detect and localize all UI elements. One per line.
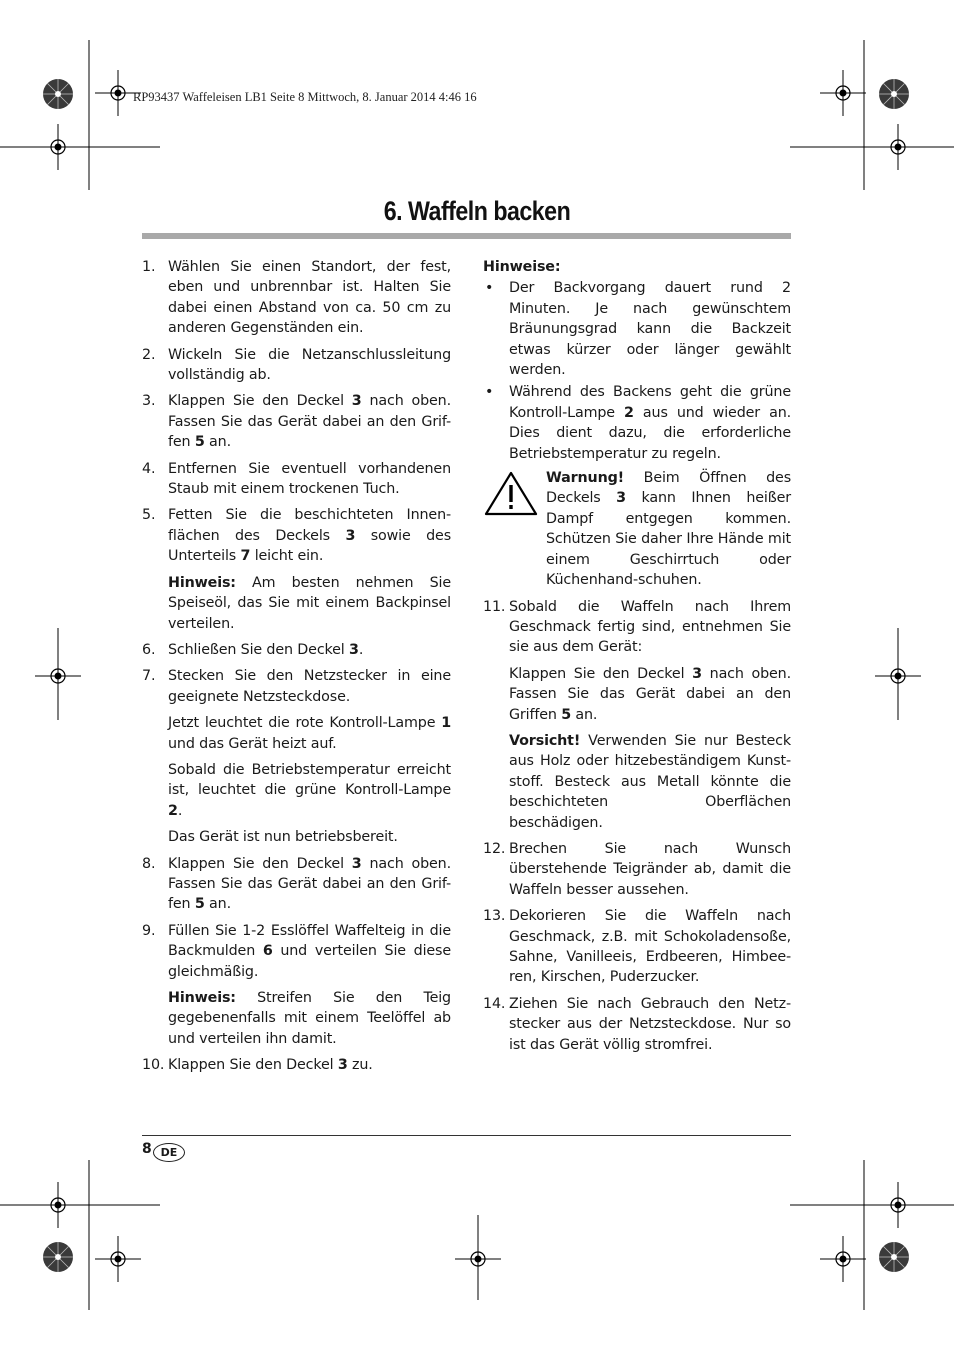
language-badge: DE [153, 1143, 185, 1162]
warning-block: Warnung! Beim Öffnen des Deckels 3 kann Ihnen heißer Dampf entgegen kommen. Schützen Sie daher Ihre Hände mit einem Geschirrtuch oder Küchenhand-schuhen. [483, 468, 791, 590]
step-13: 13. Dekorieren Sie die Waffeln nach Geschmack, z.B. mit Schokoladensoße, Sahne, Vanilleeis, Erdbeeren, Himbee-ren, Kirschen, Puderzucker. [483, 908, 791, 986]
step-9: 9. Füllen Sie 1-2 Esslöffel Waffelteig in die Backmulden 6 und verteilen Sie diese gleichmäßig. [142, 922, 451, 980]
footer-rule [142, 1135, 791, 1136]
note-spread: Hinweis: Streifen Sie den Teig gegebenenfalls mit einem Teelöffel ab und verteilen ihn damit. [168, 990, 451, 1047]
step-3: 3. Klappen Sie den Deckel 3 nach oben. Fassen Sie das Gerät dabei an den Grif-fen 5 an. [142, 393, 451, 451]
step-10: 10. Klappen Sie den Deckel 3 zu. [142, 1057, 373, 1074]
color-wheel-icon [42, 78, 74, 110]
color-wheel-icon [878, 1241, 910, 1273]
print-header: RP93437 Waffeleisen LB1 Seite 8 Mittwoch, 8. Januar 2014 4:46 16 [133, 90, 477, 104]
step-7-ready: Das Gerät ist nun betriebsbereit. [168, 829, 398, 846]
caution-utensils: Vorsicht! Verwenden Sie nur Besteck aus Holz oder hitzebeständigem Kunst-stoff. Besteck aus Metall könnte die beschichteten Oberflächen beschädigen. [509, 732, 791, 831]
step-4: 4. Entfernen Sie eventuell vorhandenen Staub mit einem trockenen Tuch. [142, 460, 451, 498]
step-11-open: Klappen Sie den Deckel 3 nach oben. Fassen Sie das Gerät dabei an den Griffen 5 an. [509, 665, 791, 723]
color-wheel-icon [878, 78, 910, 110]
step-2: 2. Wickeln Sie die Netzanschlussleitung vollständig ab. [142, 346, 451, 384]
step-7-green-lamp: Sobald die Betriebstemperatur erreicht ist, leuchtet die grüne Kontroll-Lampe 2. [168, 761, 451, 819]
page-number: 8 [142, 1141, 152, 1157]
step-5: 5. Fetten Sie die beschichteten Innen-flächen des Deckels 3 sowie des Unterteils 7 leicht ein. [142, 507, 451, 565]
step-14: 14. Ziehen Sie nach Gebrauch den Netz-stecker aus der Netzsteckdose. Nur so ist das Gerät völlig stromfrei. [483, 995, 791, 1053]
title-underline-bar [142, 233, 791, 239]
step-1: 1. Wählen Sie einen Standort, der fest, eben und unbrennbar ist. Halten Sie dabei einen Abstand von ca. 50 cm zu anderen Gegenständen ein. [142, 259, 451, 337]
note-baking-time: • Der Backvorgang dauert rund 2 Minuten. Je nach gewünschtem Bräunungsgrad kann die Backzeit etwas kürzer oder länger gewählt werden. [485, 280, 791, 379]
step-8: 8. Klappen Sie den Deckel 3 nach oben. Fassen Sie das Gerät dabei an den Grif-fen 5 an. [142, 855, 451, 913]
step-11: 11. Sobald die Waffeln nach Ihrem Geschmack fertig sind, entnehmen Sie sie aus dem Gerät: [483, 598, 791, 656]
step-6: 6. Schließen Sie den Deckel 3. [142, 641, 364, 658]
color-wheel-icon [42, 1241, 74, 1273]
note-lamp: • Während des Backens geht die grüne Kontroll-Lampe 2 aus und wieder an. Dies dient dazu, die erforderliche Betriebstemperatur zu regeln. [485, 384, 792, 462]
step-7: 7. Stecken Sie den Netzstecker in eine geeignete Netzsteckdose. [142, 668, 451, 705]
step-7-red-lamp: Jetzt leuchtet die rote Kontroll-Lampe 1 und das Gerät heizt auf. [168, 715, 451, 752]
left-column [142, 257, 451, 1082]
notes-heading: Hinweise: [483, 259, 561, 275]
step-12: 12. Brechen Sie nach Wunsch überstehende Teigränder ab, damit die Waffeln besser aussehen. [483, 840, 791, 898]
warning-triangle-icon [483, 470, 539, 516]
note-oil: Hinweis: Am besten nehmen Sie Speiseöl, das Sie mit einem Backpinsel verteilen. [168, 574, 451, 632]
right-column [483, 257, 791, 1061]
page-title: 6. Waffeln backen [383, 196, 571, 226]
